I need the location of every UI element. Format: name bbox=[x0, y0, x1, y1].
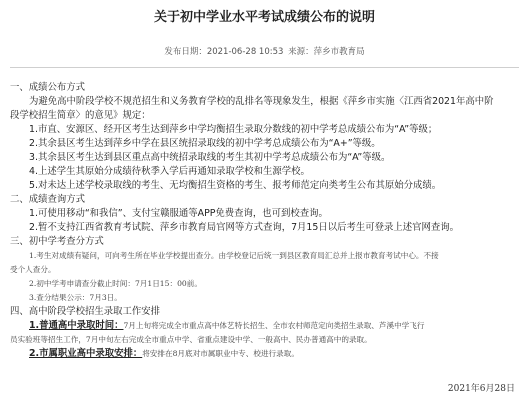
list-item bbox=[29, 320, 424, 332]
list-item: 受个人查分。 bbox=[10, 265, 56, 274]
source-label: 来源：萍乡市教育局 bbox=[288, 47, 365, 57]
list-item: 5.对未达上述学校录取线的考生、无均衡招生资格的考生、报考师范定向类考生公布其原始分成绩。 bbox=[29, 180, 442, 191]
item-text: 将安排在8月底对市属职业中专、校进行录取。 bbox=[142, 349, 299, 358]
list-item: 4.上述学生其原始分成绩待秋季入学后再通知录取学校和生源学校。 bbox=[29, 166, 310, 177]
item-label: 2.市属职业高中录取安排： bbox=[29, 348, 143, 359]
article-meta bbox=[0, 46, 529, 58]
list-item: 2.初中学考申请查分截止时间：7月1日15：00前。 bbox=[29, 279, 202, 288]
list-item: 3.查分结果公示：7月3日。 bbox=[29, 293, 122, 302]
section-heading-1: 一、成绩公布方式 bbox=[10, 82, 86, 93]
item-label: 1.普通高中录取时间： bbox=[29, 320, 124, 331]
list-item bbox=[29, 348, 299, 360]
paragraph-line: 段学校招生简章〉的意见》规定： bbox=[10, 110, 151, 121]
section-heading-2: 二、成绩查询方式 bbox=[10, 194, 86, 205]
list-item: 3.其余县区考生达到县区重点高中统招录取线的考生其初中学考总成绩公布为“A”等级。 bbox=[29, 152, 391, 163]
item-text: 7月上旬将完成全市重点高中体艺特长招生、全市农村师范定向类招生录取、芦溪中学飞行 bbox=[123, 321, 425, 330]
list-item: 2.暂不支持江西省教育考试院、萍乡市教育局官网等方式查询，7月15日以后考生可登录上述官网查询。 bbox=[29, 222, 459, 233]
list-item: 2.其余县区考生达到萍乡中学在县区统招录取线的初中学考总成绩公布为“A+”等级。 bbox=[29, 138, 381, 149]
list-item: 1.考生对成绩有疑问，可向考生所在毕业学校提出查分。由学校登记后统一到县区教育局汇总并上报市教育考试中心。不接 bbox=[29, 251, 439, 260]
article-title: 关于初中学业水平考试成绩公布的说明 bbox=[153, 10, 375, 25]
section-heading-3: 三、初中学考查分方式 bbox=[10, 236, 104, 247]
publish-date: 发布日期：2021-06-28 10:53 bbox=[164, 47, 284, 57]
paragraph-line: 为避免高中阶段学校不规范招生和义务教育学校的乱排名等现象发生，根据《萍乡市实施〈江西省2021年高中阶 bbox=[29, 96, 494, 107]
list-item: 1.可使用移动“和我信”、支付宝赣服通等APP免费查询，也可到校查询。 bbox=[29, 208, 328, 219]
list-item: 1.市直、安源区、经开区考生达到萍乡中学均衡招生录取分数线的初中学考总成绩公布为“A”等级； bbox=[29, 124, 438, 135]
list-item: 员实验班等招生工作，7月中旬左右完成全市重点中学、省重点建设中学、一般高中、民办普通高中的录取。 bbox=[10, 335, 372, 344]
section-heading-4: 四、高中阶段学校招生录取工作安排 bbox=[10, 306, 161, 317]
footer-date: 2021年6月28日 bbox=[447, 384, 515, 394]
title-divider bbox=[10, 67, 519, 68]
